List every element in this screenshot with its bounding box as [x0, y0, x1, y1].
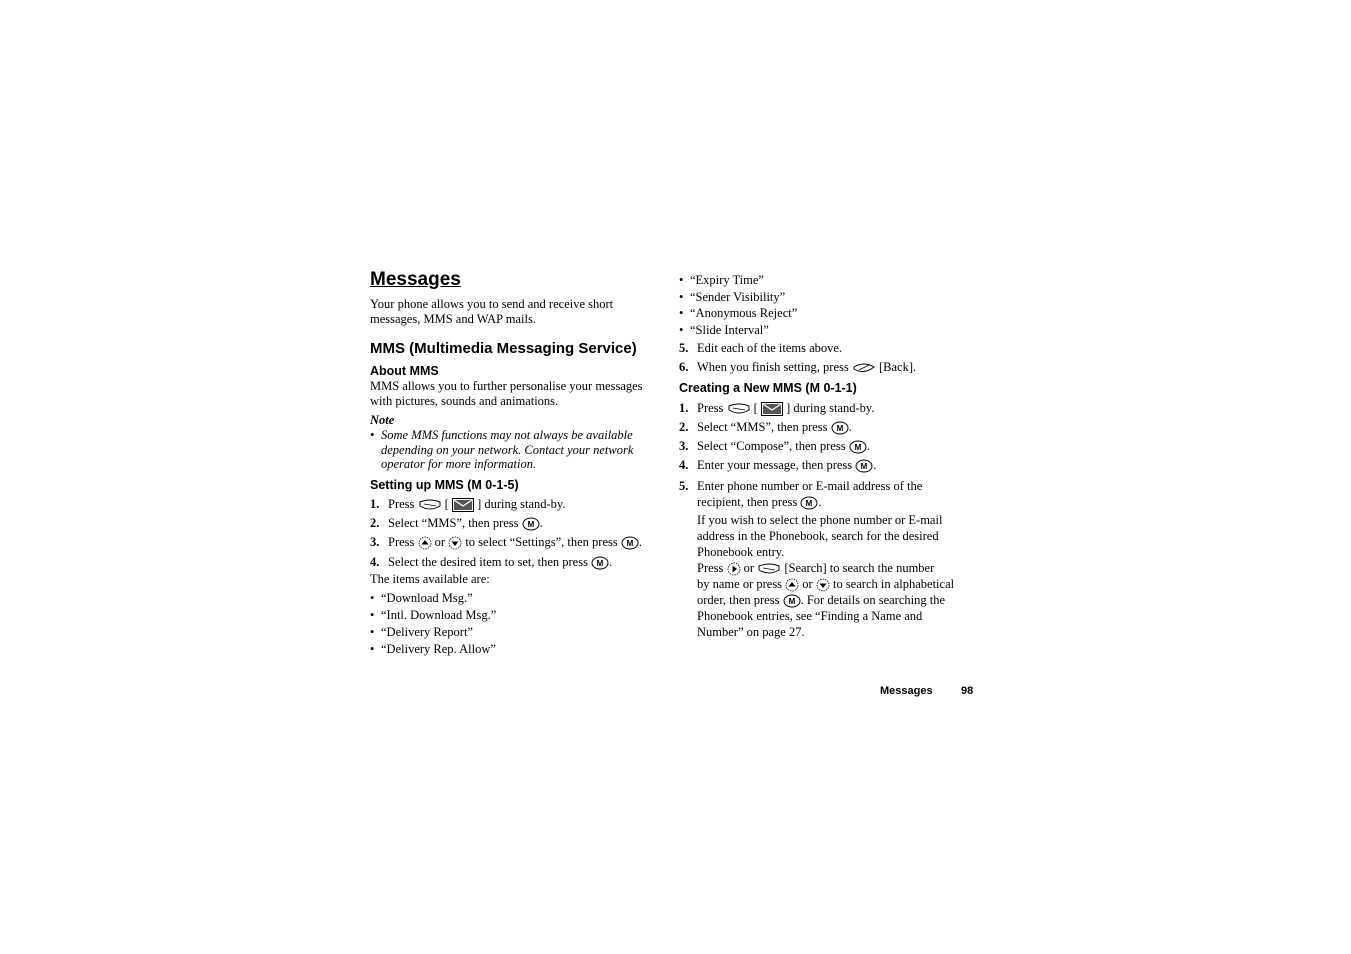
list-item [370, 624, 496, 641]
footer-section: Messages [880, 685, 933, 697]
bullet: • [370, 428, 375, 442]
bullet: • [370, 642, 375, 656]
paragraph-line: If you wish to select the phone number or E-mail [697, 513, 943, 527]
intro-line-1: Your phone allows you to send and receive short [370, 297, 614, 311]
paragraph-line: Phonebook entries, see “Finding a Name and [697, 609, 923, 624]
step-text: . For details on searching the [800, 593, 946, 608]
step-text: Press [388, 497, 415, 511]
step-number: 2. [679, 420, 689, 434]
item-text: “Intl. Download Msg.” [381, 608, 497, 622]
about-text [370, 379, 643, 409]
step-text: or [743, 561, 755, 575]
create-step-5 [679, 478, 922, 510]
menu-key-icon [522, 517, 540, 531]
step-text: . [638, 535, 642, 549]
step-number: 3. [679, 439, 689, 453]
step-text: Press [388, 535, 415, 549]
bullet: • [679, 322, 684, 337]
list-item [370, 607, 496, 624]
paragraph-line [697, 576, 954, 592]
bracket-open: [ [444, 497, 449, 511]
step-text: Enter your message, then press [697, 458, 853, 472]
menu-key-icon [831, 421, 849, 435]
item-text: “Expiry Time” [690, 273, 764, 287]
note-body [370, 428, 633, 472]
menu-key-icon [621, 536, 639, 550]
step-text: or [802, 577, 813, 592]
step-number: 4. [679, 458, 689, 472]
paragraph-line [697, 560, 954, 576]
nav-up-icon [785, 578, 799, 592]
step-text: . [848, 420, 852, 434]
step-number: 2. [370, 516, 380, 530]
step-text: ] during stand-by. [786, 401, 875, 415]
item-text: “Download Msg.” [381, 591, 473, 605]
create-step-4 [679, 458, 876, 473]
list-item [679, 289, 797, 306]
step-number: 1. [679, 401, 689, 415]
setup-heading: Setting up MMS (M 0-1-5) [370, 478, 519, 492]
step-text: order, then press [697, 593, 780, 608]
list-item [370, 590, 496, 607]
intro-line-2: messages, MMS and WAP mails. [370, 312, 536, 326]
footer-page-number: 98 [961, 685, 974, 697]
soft-key-left-icon [727, 403, 751, 415]
bullet: • [679, 289, 684, 304]
list-item [370, 641, 496, 658]
section-title: MMS (Multimedia Messaging Service) [370, 340, 637, 357]
menu-key-icon [849, 440, 867, 454]
bullet: • [370, 608, 375, 622]
create-step-2 [679, 420, 852, 435]
about-heading: About MMS [370, 364, 439, 378]
step-text: to select “Settings”, then press [465, 535, 618, 549]
step-text: . [873, 458, 877, 472]
items-list-left [370, 590, 496, 658]
note-line-1: Some MMS functions may not always be available [381, 428, 633, 442]
bracket-open: [ [753, 401, 758, 415]
step-text: . [609, 555, 613, 569]
setup-step-2 [370, 516, 543, 531]
step-text: by name or press [697, 577, 783, 592]
menu-key-icon [591, 556, 609, 570]
soft-key-left-icon [757, 563, 781, 575]
step-text: ] during stand-by. [477, 497, 566, 511]
step-number: 3. [370, 535, 380, 549]
phonebook-paragraph [697, 512, 954, 640]
step-text: . [818, 495, 822, 509]
soft-key-right-icon [852, 362, 876, 374]
envelope-icon [452, 498, 474, 512]
list-item [679, 272, 797, 289]
step-text: Enter phone number or E-mail address of the [697, 479, 923, 493]
step-text: Press [697, 561, 724, 575]
menu-key-icon [800, 496, 818, 510]
bullet: • [370, 591, 375, 605]
paragraph-line: Number” on page 27. [697, 625, 805, 640]
menu-key-icon [783, 594, 801, 608]
envelope-icon [761, 402, 783, 416]
about-line-2: with pictures, sounds and animations. [370, 394, 559, 408]
step-text: Press [697, 401, 724, 415]
step-text: When you finish setting, press [697, 360, 849, 374]
page-title: Messages [370, 269, 461, 290]
step-text: [Search] to search the number [784, 561, 935, 575]
items-list-right [679, 272, 797, 338]
bullet: • [679, 273, 684, 287]
create-heading: Creating a New MMS (M 0-1-1) [679, 381, 857, 395]
create-step-1 [679, 401, 875, 416]
step-text: to search in alphabetical [832, 577, 955, 592]
note-line-2: depending on your network. Contact your network [381, 442, 634, 457]
step-text: [Back]. [878, 360, 917, 374]
list-item [679, 322, 797, 339]
setup-step-1 [370, 497, 566, 512]
step-text: . [866, 439, 870, 453]
item-text: “Sender Visibility” [690, 289, 786, 304]
intro-text [370, 297, 613, 327]
step-text: Select “Compose”, then press [697, 439, 846, 453]
nav-down-icon [816, 578, 830, 592]
create-step-3 [679, 439, 870, 454]
step-number: 4. [370, 555, 380, 569]
list-item [679, 305, 797, 322]
setup-step-3 [370, 535, 642, 550]
step-text: Select “MMS”, then press [697, 420, 828, 434]
item-text: “Delivery Rep. Allow” [381, 642, 496, 656]
setup-step-6 [679, 360, 916, 375]
step-text: Edit each of the items above. [697, 341, 843, 355]
nav-down-icon [448, 536, 462, 550]
bullet: • [370, 625, 375, 639]
setup-step-4 [370, 555, 612, 570]
paragraph-line: address in the Phonebook, search for the desired [697, 529, 939, 543]
item-text: “Anonymous Reject” [690, 306, 798, 320]
about-line-1: MMS allows you to further personalise your messages [370, 379, 643, 393]
note-label: Note [370, 413, 395, 427]
soft-key-left-icon [418, 499, 442, 511]
nav-up-icon [418, 536, 432, 550]
step-text: . [539, 516, 543, 530]
note-line-3: operator for more information. [381, 457, 537, 471]
step-number: 5. [679, 479, 689, 493]
setup-step-5 [679, 341, 842, 356]
step-number: 5. [679, 341, 689, 355]
step-text: Select the desired item to set, then press [388, 555, 588, 569]
items-intro: The items available are: [370, 572, 490, 586]
nav-right-icon [727, 562, 741, 576]
paragraph-line: Phonebook entry. [697, 545, 785, 559]
item-text: “Delivery Report” [381, 625, 473, 639]
step-number: 1. [370, 497, 380, 511]
step-text: or [434, 535, 446, 549]
menu-key-icon [855, 459, 873, 473]
item-text: “Slide Interval” [690, 322, 769, 337]
paragraph-line [697, 592, 954, 608]
step-text: Select “MMS”, then press [388, 516, 519, 530]
step-text: recipient, then press [697, 495, 798, 509]
bullet: • [679, 306, 684, 320]
step-number: 6. [679, 360, 689, 374]
